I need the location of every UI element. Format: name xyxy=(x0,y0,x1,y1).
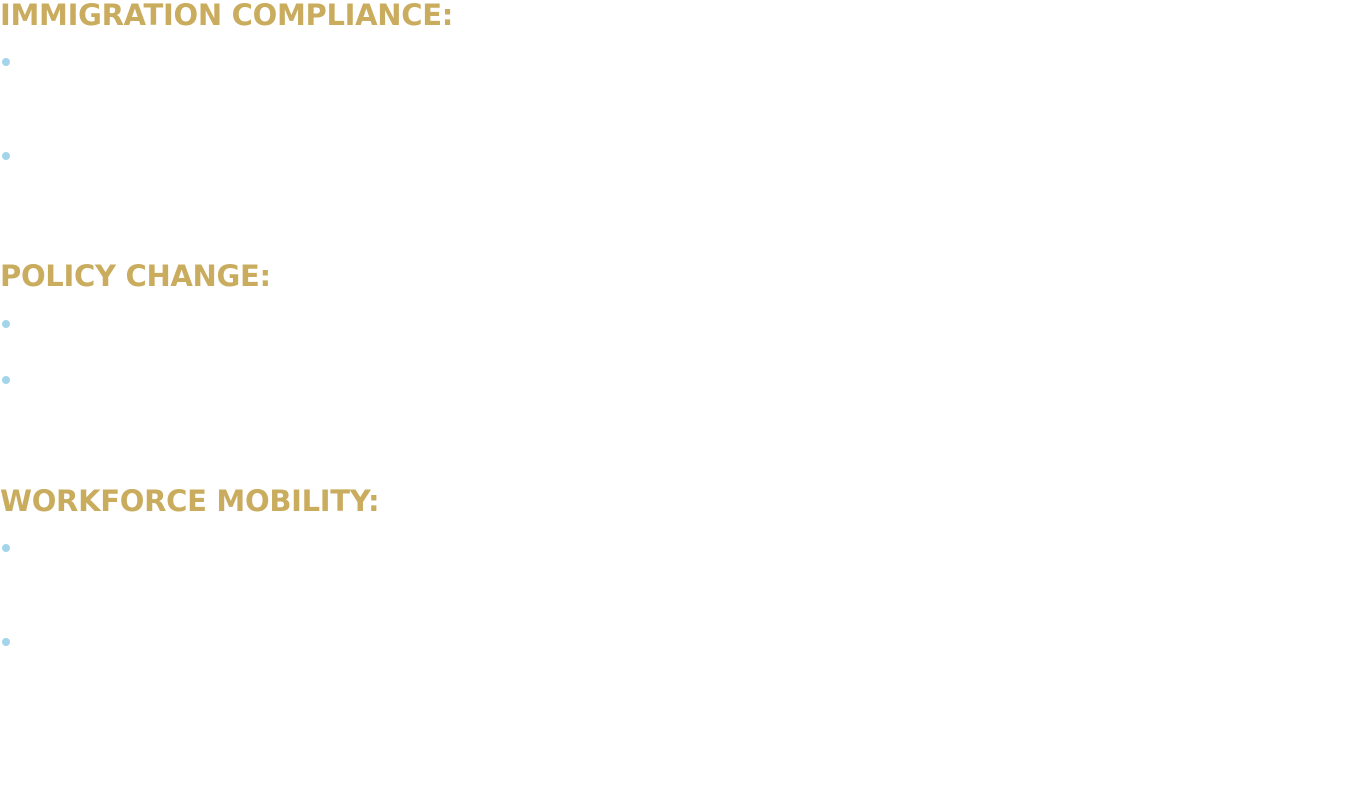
section-immigration-compliance xyxy=(0,0,1369,208)
list-item xyxy=(0,376,1369,432)
bullet-dot-icon xyxy=(2,152,10,160)
section-workforce-mobility xyxy=(0,486,1369,694)
section-heading: WORKFORCE MOBILITY: xyxy=(0,484,380,518)
bullet-dot-icon xyxy=(2,544,10,552)
list-item xyxy=(0,58,1369,152)
bullet-dot-icon xyxy=(2,638,10,646)
section-heading: IMMIGRATION COMPLIANCE: xyxy=(0,0,454,32)
list-item xyxy=(0,544,1369,638)
list-item xyxy=(0,320,1369,376)
list-item xyxy=(0,152,1369,208)
section-heading: POLICY CHANGE: xyxy=(0,259,271,293)
bullet-list xyxy=(0,58,1369,208)
bullet-dot-icon xyxy=(2,320,10,328)
bullet-dot-icon xyxy=(2,376,10,384)
bullet-dot-icon xyxy=(2,58,10,66)
bullet-list xyxy=(0,320,1369,432)
bullet-list xyxy=(0,544,1369,694)
list-item xyxy=(0,638,1369,694)
section-policy-change xyxy=(0,261,1369,432)
